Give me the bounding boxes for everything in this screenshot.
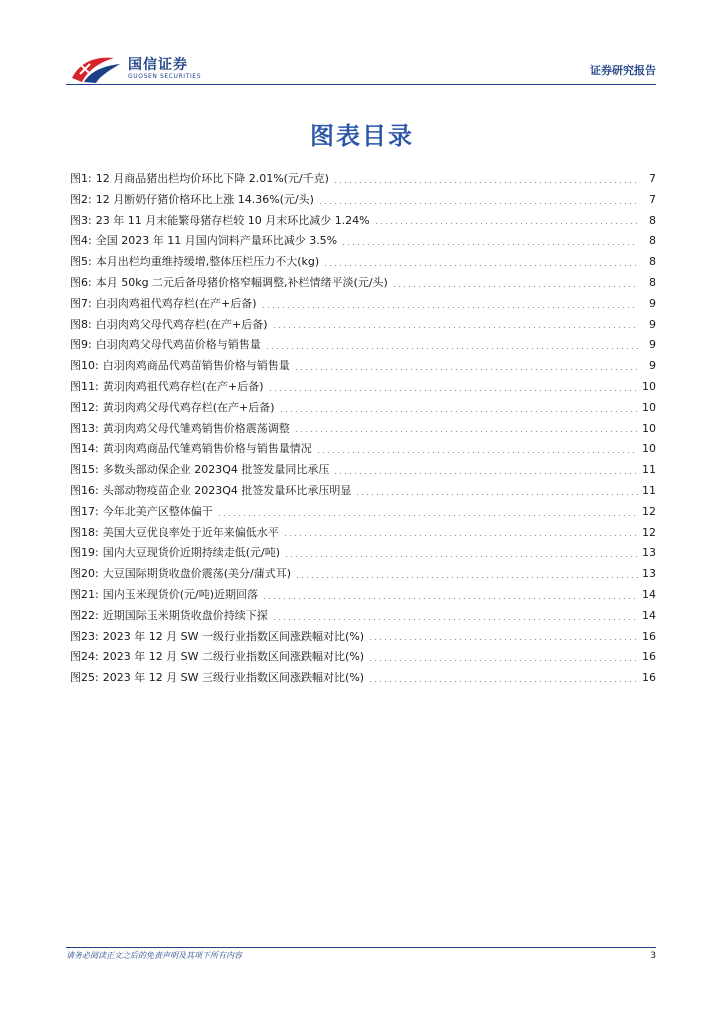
toc-entry-page: 7 <box>649 192 656 206</box>
toc-entry-title: 白羽肉鸡商品代鸡苗销售价格与销售量 <box>102 359 290 373</box>
toc-entry[interactable] <box>70 190 656 211</box>
toc-entry[interactable] <box>70 564 656 585</box>
toc-leader-dots <box>294 431 638 432</box>
toc-entry-page: 8 <box>649 213 656 227</box>
toc-entry-title: 美国大豆优良率处于近年来偏低水平 <box>102 525 279 539</box>
toc-leader-dots <box>392 286 638 287</box>
toc-entry-label: 图6: <box>70 275 92 289</box>
toc-entry-label: 图11: <box>70 379 99 393</box>
toc-entry-label: 图13: <box>70 421 99 435</box>
toc-leader-dots <box>261 307 638 308</box>
toc-entry[interactable] <box>70 169 656 190</box>
toc-entry-label: 图17: <box>70 504 99 518</box>
toc-entry-title: 黄羽肉鸡父母代鸡存栏(在产+后备) <box>102 400 275 414</box>
toc-leader-dots <box>294 369 638 370</box>
toc-leader-dots <box>323 265 638 266</box>
toc-leader-dots <box>368 660 638 661</box>
toc-entry[interactable] <box>70 356 656 377</box>
toc-leader-dots <box>268 390 638 391</box>
toc-entry-page: 16 <box>642 650 656 664</box>
toc-entry-label: 图7: <box>70 296 92 310</box>
brand-logo <box>70 50 230 86</box>
toc-entry-title: 白羽肉鸡父母代鸡存栏(在产+后备) <box>95 317 268 331</box>
toc-leader-dots <box>333 182 638 183</box>
toc-leader-dots <box>272 619 638 620</box>
toc-entry-page: 13 <box>642 567 656 581</box>
toc-entry[interactable] <box>70 523 656 544</box>
toc-entry-label: 图12: <box>70 400 99 414</box>
toc-entry[interactable] <box>70 543 656 564</box>
toc-leader-dots <box>374 223 638 224</box>
page-number: 3 <box>650 951 656 961</box>
toc-entry[interactable] <box>70 273 656 294</box>
toc-entry-title: 国内大豆现货价近期持续走低(元/吨) <box>102 546 280 560</box>
toc-entry-page: 16 <box>642 671 656 685</box>
toc-entry[interactable] <box>70 398 656 419</box>
toc-entry[interactable] <box>70 460 656 481</box>
toc-entry[interactable] <box>70 252 656 273</box>
toc-entry-title: 全国 2023 年 11 月国内饲料产量环比减少 3.5% <box>95 234 338 248</box>
toc-entry-page: 8 <box>649 234 656 248</box>
toc-entry-label: 图14: <box>70 442 99 456</box>
toc-entry-title: 2023 年 12 月 SW 三级行业指数区间涨跌幅对比(%) <box>102 671 365 685</box>
toc-entry-label: 图23: <box>70 629 99 643</box>
toc-entry[interactable] <box>70 647 656 668</box>
toc-entry-label: 图9: <box>70 338 92 352</box>
toc-leader-dots <box>368 681 638 682</box>
toc-entry[interactable] <box>70 502 656 523</box>
toc-entry-page: 10 <box>642 400 656 414</box>
toc-entry[interactable] <box>70 419 656 440</box>
toc-leader-dots <box>341 244 638 245</box>
toc-entry-page: 9 <box>649 317 656 331</box>
toc-entry-label: 图3: <box>70 213 92 227</box>
toc-leader-dots <box>284 556 638 557</box>
toc-leader-dots <box>368 639 638 640</box>
toc-leader-dots <box>318 203 638 204</box>
toc-entry-page: 9 <box>649 296 656 310</box>
toc-entry[interactable] <box>70 315 656 336</box>
toc-entry-label: 图1: <box>70 172 92 185</box>
toc-entry[interactable] <box>70 668 656 689</box>
toc-leader-dots <box>295 577 638 578</box>
toc-entry-title: 本月出栏均重维持缓增,整体压栏压力不大(kg) <box>95 255 320 269</box>
toc-entry-label: 图21: <box>70 587 99 601</box>
toc-entry-title: 国内玉米现货价(元/吨)近期回落 <box>102 587 258 601</box>
toc-leader-dots <box>333 473 638 474</box>
toc-entry-page: 16 <box>642 629 656 643</box>
guosen-logo-icon <box>70 52 122 84</box>
toc-entry-page: 12 <box>642 525 656 539</box>
toc-entry-label: 图19: <box>70 546 99 560</box>
toc-entry[interactable] <box>70 439 656 460</box>
toc-leader-dots <box>279 411 638 412</box>
toc-entry-page: 13 <box>642 546 656 560</box>
toc-entry-page: 9 <box>649 338 656 352</box>
toc-leader-dots <box>283 535 638 536</box>
footer-disclaimer: 请务必阅读正文之后的免责声明及其项下所有内容 <box>66 951 242 960</box>
report-type-label: 证券研究报告 <box>590 64 656 77</box>
brand-name-cn: 国信证券 <box>128 57 188 73</box>
toc-leader-dots <box>272 327 638 328</box>
page-header <box>66 48 656 88</box>
toc-entry[interactable] <box>70 231 656 252</box>
toc-entry-title: 多数头部动保企业 2023Q4 批签发量同比承压 <box>102 463 330 477</box>
toc-entry-label: 图16: <box>70 483 99 497</box>
page-title: 图表目录 <box>310 122 414 150</box>
toc-entry-page: 9 <box>649 359 656 373</box>
toc-entry-title: 黄羽肉鸡祖代鸡存栏(在产+后备) <box>102 379 264 393</box>
toc-entry-label: 图4: <box>70 234 92 248</box>
toc-entry-title: 12 月断奶仔猪价格环比上涨 14.36%(元/头) <box>95 192 314 206</box>
toc-entry-title: 黄羽肉鸡商品代雏鸡销售价格与销售量情况 <box>102 442 312 456</box>
toc-entry-title: 本月 50kg 二元后备母猪价格窄幅调整,补栏情绪平淡(元/头) <box>95 275 388 289</box>
toc-entry-page: 14 <box>642 608 656 622</box>
toc-entry[interactable] <box>70 627 656 648</box>
toc-entry-label: 图15: <box>70 463 99 477</box>
toc-entry-label: 图20: <box>70 567 99 581</box>
toc-leader-dots <box>217 515 638 516</box>
footer-divider <box>66 947 656 948</box>
toc-entry-page: 8 <box>649 275 656 289</box>
toc-entry-page: 10 <box>642 442 656 456</box>
toc-entry[interactable] <box>70 585 656 606</box>
toc-entry-page: 14 <box>642 587 656 601</box>
table-of-figures <box>70 169 656 689</box>
toc-entry-label: 图5: <box>70 255 92 269</box>
toc-entry-title: 2023 年 12 月 SW 一级行业指数区间涨跌幅对比(%) <box>102 629 365 643</box>
toc-entry-page: 11 <box>642 483 656 497</box>
toc-entry-page: 8 <box>649 255 656 269</box>
toc-entry-title: 今年北美产区整体偏干 <box>102 504 213 518</box>
toc-entry-title: 2023 年 12 月 SW 二级行业指数区间涨跌幅对比(%) <box>102 650 365 664</box>
toc-entry-page: 10 <box>642 379 656 393</box>
toc-entry[interactable] <box>70 211 656 232</box>
toc-entry-title: 头部动物疫苗企业 2023Q4 批签发量环比承压明显 <box>102 483 352 497</box>
toc-entry-label: 图25: <box>70 671 99 685</box>
toc-entry[interactable] <box>70 294 656 315</box>
toc-entry-label: 图18: <box>70 525 99 539</box>
header-divider <box>66 84 656 85</box>
toc-entry-label: 图10: <box>70 359 99 373</box>
toc-entry-title: 白羽肉鸡祖代鸡存栏(在产+后备) <box>95 296 257 310</box>
toc-entry-title: 白羽肉鸡父母代鸡苗价格与销售量 <box>95 338 261 352</box>
toc-entry-title: 黄羽肉鸡父母代雏鸡销售价格震荡调整 <box>102 421 290 435</box>
toc-entry-title: 近期国际玉米期货收盘价持续下探 <box>102 608 268 622</box>
toc-entry-page: 11 <box>642 463 656 477</box>
toc-leader-dots <box>265 348 638 349</box>
toc-leader-dots <box>355 494 638 495</box>
toc-entry-label: 图8: <box>70 317 92 331</box>
toc-entry-page: 12 <box>642 504 656 518</box>
toc-entry-title: 大豆国际期货收盘价震荡(美分/蒲式耳) <box>102 567 291 581</box>
toc-entry-label: 图24: <box>70 650 99 664</box>
toc-entry[interactable] <box>70 335 656 356</box>
toc-entry-label: 图22: <box>70 608 99 622</box>
toc-entry-title: 12 月商品猪出栏均价环比下降 2.01%(元/千克) <box>95 172 329 185</box>
toc-entry[interactable] <box>70 377 656 398</box>
toc-entry[interactable] <box>70 481 656 502</box>
toc-entry[interactable] <box>70 606 656 627</box>
toc-entry-title: 23 年 11 月末能繁母猪存栏较 10 月末环比减少 1.24% <box>95 213 370 227</box>
toc-leader-dots <box>262 598 638 599</box>
toc-entry-page: 10 <box>642 421 656 435</box>
toc-entry-page: 7 <box>649 172 656 185</box>
brand-name-en: GUOSEN SECURITIES <box>128 73 202 80</box>
toc-leader-dots <box>316 452 638 453</box>
toc-entry-label: 图2: <box>70 192 92 206</box>
